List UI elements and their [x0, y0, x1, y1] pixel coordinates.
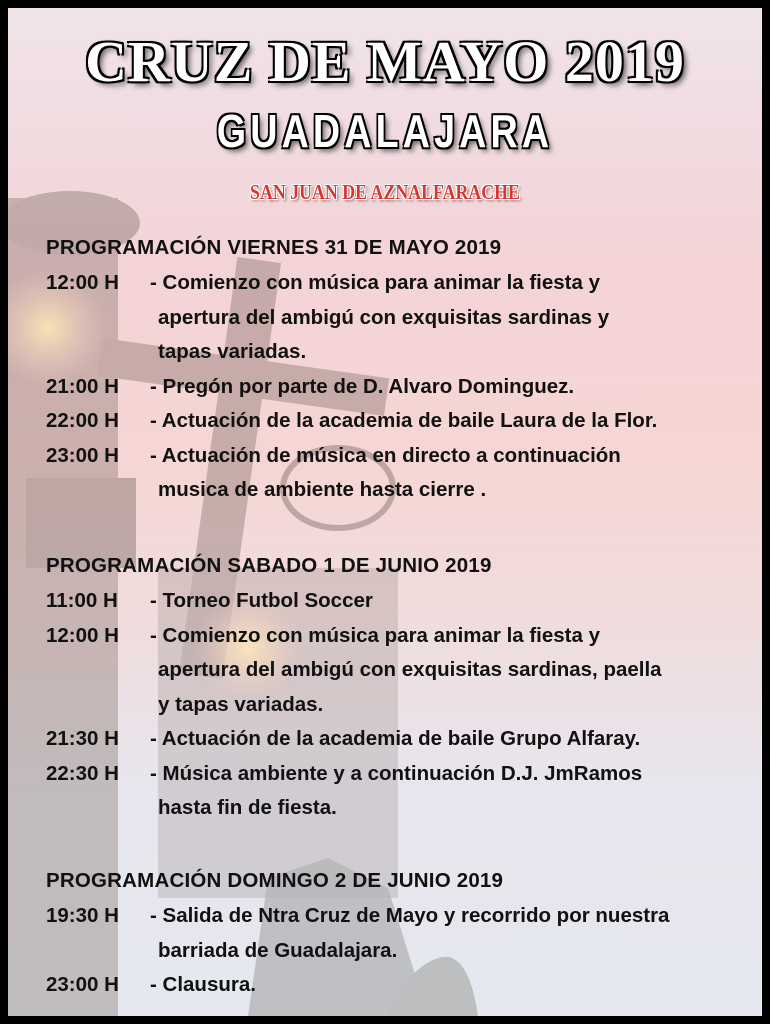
event-description — [152, 757, 746, 826]
event-time: 11:00 H — [46, 589, 118, 612]
event-row — [46, 266, 746, 370]
program-section-friday — [46, 230, 746, 508]
event-description — [152, 899, 746, 968]
event-description — [152, 266, 746, 370]
event-description — [152, 584, 746, 619]
event-description — [152, 404, 746, 439]
event-line: - Pregón por parte de D. Alvaro Dominguez. — [150, 374, 575, 398]
poster-location: SAN JUAN DE AZNALFARACHE — [250, 180, 520, 204]
event-time: 22:30 H — [46, 761, 119, 785]
event-line: - Salida de Ntra Cruz de Mayo y recorrido por nuestra — [150, 904, 670, 927]
event-line: apertura del ambigú con exquisitas sardinas, paella — [158, 658, 662, 681]
section-title: PROGRAMACIÓN SABADO 1 DE JUNIO 2019 — [46, 554, 492, 577]
event-line: y tapas variadas. — [158, 692, 324, 716]
poster-title: CRUZ DE MAYO 2019 — [85, 29, 685, 94]
event-time: 22:00 H — [46, 409, 119, 432]
event-line: - Música ambiente y a continuación D.J. JmRamos — [150, 761, 643, 785]
event-row — [46, 439, 746, 508]
event-description — [152, 722, 746, 757]
event-line: tapas variadas. — [158, 340, 307, 363]
event-time: 23:00 H — [46, 973, 119, 996]
event-time: 12:00 H — [46, 623, 119, 647]
event-row — [46, 404, 746, 439]
program-section-sunday — [46, 863, 746, 1003]
event-row — [46, 968, 746, 1003]
event-line: - Torneo Futbol Soccer — [150, 589, 373, 612]
section-title: PROGRAMACIÓN VIERNES 31 DE MAYO 2019 — [46, 236, 502, 259]
event-row — [46, 722, 746, 757]
event-time: 21:30 H — [46, 727, 119, 750]
event-line: - Actuación de la academia de baile Grupo Alfaray. — [150, 727, 641, 750]
event-line: apertura del ambigú con exquisitas sardinas y — [158, 305, 610, 329]
event-line: - Clausura. — [150, 973, 256, 996]
event-row — [46, 619, 746, 723]
event-line: - Comienzo con música para animar la fiesta y — [150, 623, 601, 647]
event-description — [152, 370, 746, 405]
event-time: 21:00 H — [46, 374, 119, 398]
event-time: 19:30 H — [46, 904, 119, 927]
event-time: 23:00 H — [46, 443, 119, 467]
event-line: hasta fin de fiesta. — [158, 796, 337, 819]
event-time: 12:00 H — [46, 271, 119, 294]
event-line: - Actuación de música en directo a continuación — [150, 443, 621, 467]
event-description — [152, 968, 746, 1003]
event-line: musica de ambiente hasta cierre . — [158, 478, 487, 501]
poster-subtitle: GUADALAJARA — [216, 105, 554, 157]
event-row — [46, 584, 746, 619]
program-section-saturday — [46, 548, 746, 826]
event-row — [46, 899, 746, 968]
event-row — [46, 370, 746, 405]
event-description — [152, 439, 746, 508]
event-description — [152, 619, 746, 723]
section-title: PROGRAMACIÓN DOMINGO 2 DE JUNIO 2019 — [46, 869, 504, 892]
event-line: barriada de Guadalajara. — [158, 938, 398, 962]
event-line: - Comienzo con música para animar la fiesta y — [150, 271, 601, 294]
event-line: - Actuación de la academia de baile Laura de la Flor. — [150, 409, 658, 432]
event-row — [46, 757, 746, 826]
